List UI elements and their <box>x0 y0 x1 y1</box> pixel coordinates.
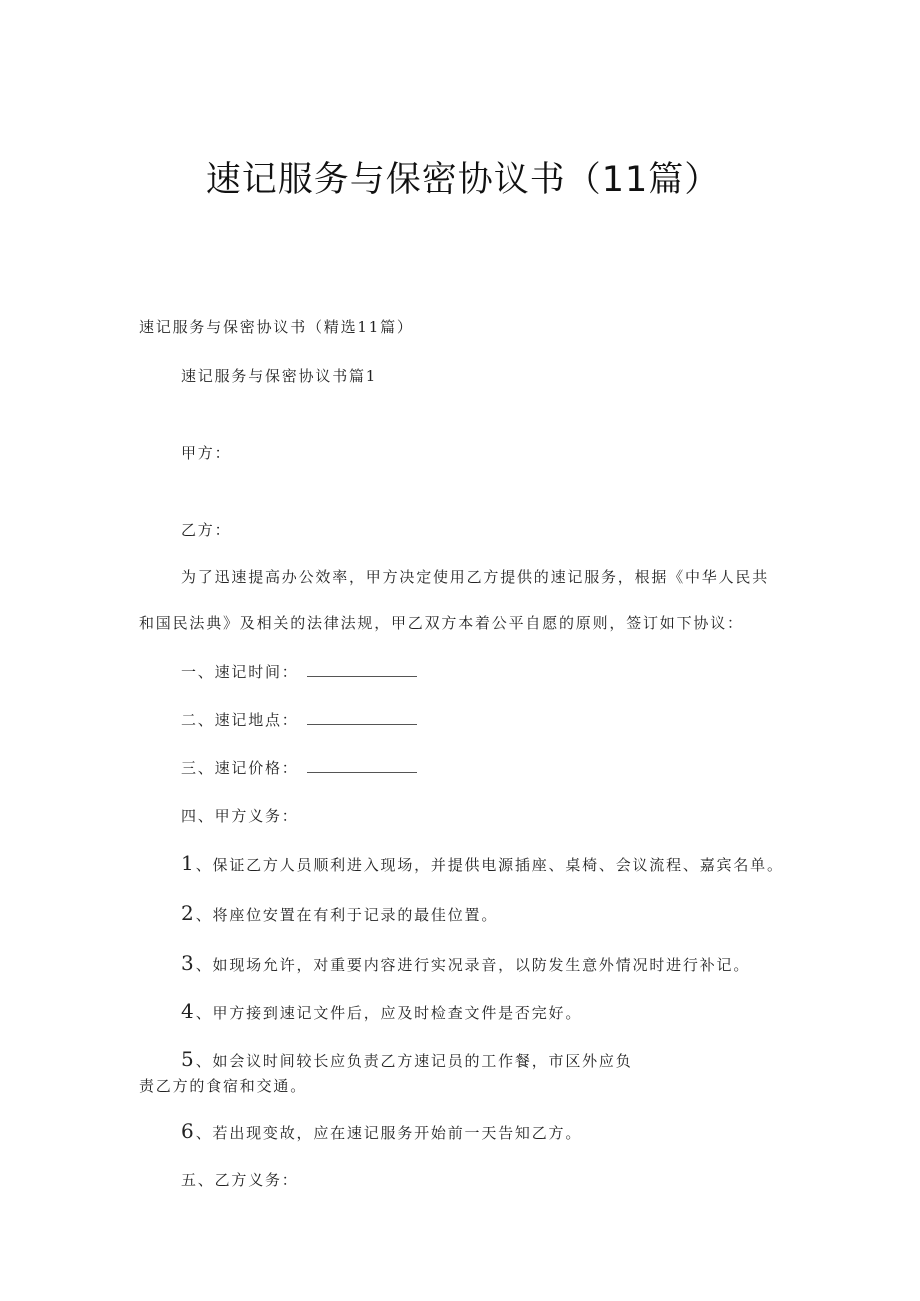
location-blank-line <box>307 710 417 725</box>
obligation-item <box>181 853 784 875</box>
obligation-number: 6 <box>181 1119 194 1143</box>
obligation-item <box>181 903 498 925</box>
party-b-label: 乙方： <box>181 521 232 539</box>
obligation-text: 、如会议时间较长应负责乙方速记员的工作餐，市区外应负 <box>195 1052 633 1070</box>
obligation-text: 、甲方接到速记文件后，应及时检查文件是否完好。 <box>195 1004 583 1022</box>
obligation-text: 、将座位安置在有利于记录的最佳位置。 <box>195 906 499 924</box>
clause-time <box>181 662 417 682</box>
obligation-item <box>181 953 750 975</box>
price-blank-line <box>307 758 417 773</box>
clause-location <box>181 710 417 730</box>
clause-price <box>181 758 417 778</box>
obligation-item <box>181 1121 582 1143</box>
section-heading: 速记服务与保密协议书篇1 <box>181 367 378 385</box>
intro-paragraph-line-2: 和国民法典》及相关的法律法规，甲乙双方本着公平自愿的原则，签订如下协议： <box>139 614 744 632</box>
obligation-continuation: 责乙方的食宿和交通。 <box>139 1077 308 1095</box>
document-title: 速记服务与保密协议书（11篇） <box>205 160 721 200</box>
obligation-number: 3 <box>181 951 194 975</box>
clause-location-label: 二、速记地点： <box>181 711 299 729</box>
party-a-obligations-heading: 四、甲方义务： <box>181 807 299 825</box>
obligation-text: 、保证乙方人员顺利进入现场，并提供电源插座、桌椅、会议流程、嘉宾名单。 <box>195 856 784 874</box>
obligation-text: 、若出现变故，应在速记服务开始前一天告知乙方。 <box>195 1124 583 1142</box>
obligation-text: 、如现场允许，对重要内容进行实况录音，以防发生意外情况时进行补记。 <box>195 956 751 974</box>
obligation-item <box>181 1049 633 1071</box>
obligation-number: 1 <box>181 851 194 875</box>
party-a-label: 甲方： <box>181 444 232 462</box>
document-subtitle: 速记服务与保密协议书（精选11篇） <box>139 318 414 336</box>
party-b-obligations-heading: 五、乙方义务： <box>181 1171 299 1189</box>
clause-price-label: 三、速记价格： <box>181 759 299 777</box>
intro-paragraph-line-1: 为了迅速提高办公效率，甲方决定使用乙方提供的速记服务，根据《中华人民共 <box>181 568 770 586</box>
obligation-number: 4 <box>181 999 194 1023</box>
obligation-item <box>181 1001 582 1023</box>
obligation-number: 5 <box>181 1047 194 1071</box>
obligation-number: 2 <box>181 901 194 925</box>
clause-time-label: 一、速记时间： <box>181 663 299 681</box>
time-blank-line <box>307 662 417 677</box>
